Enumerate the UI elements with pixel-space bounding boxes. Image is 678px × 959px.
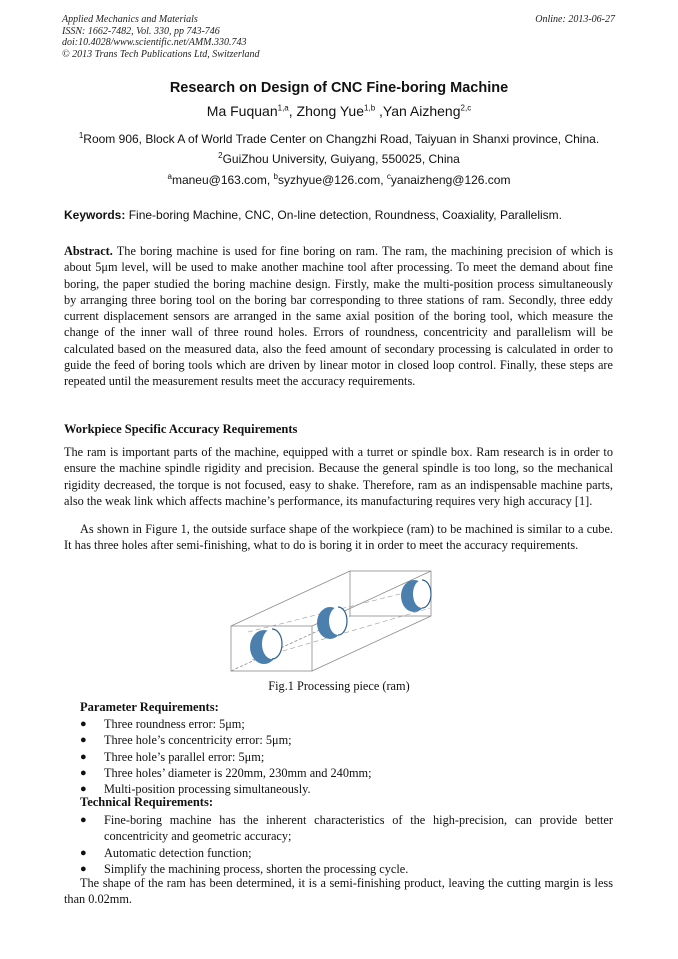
figure-ram (228, 568, 450, 676)
section-paragraph-1: The ram is important parts of the machine, equipped with a turret or spindle box. Ram research is in order to ensure the machine spindle rigidity and precision. Because the general spindle is too long, so the mechanical rigidity decreased, the torque is not focused, easy to shake. Therefore, ram as an indispensable machine parts, also the weak link which affects machine’s performance, its manufacturing requires very high accuracy [1]. (64, 445, 613, 508)
author-sep: , (288, 103, 297, 119)
affiliation-2 (0, 152, 678, 166)
journal-name: Applied Mechanics and Materials (62, 14, 198, 25)
email-2[interactable]: syzhyue@126.com (277, 173, 381, 187)
email-1[interactable]: maneu@163.com (171, 173, 267, 187)
tech-list (80, 812, 613, 877)
abstract-text: The boring machine is used for fine boring on ram. The ram, the machining precision of which is about 5μm level, will be used to make another machine tool after processing. To meet the demand about fine boring, the paper studied the boring machine design. Firstly, make the multi-position process simultaneously by arranging three boring tool on the boring bar corresponding to three stations of ram. Secondly, three eddy current displacement sensors are arranged in the same axial position of the boring tool, which measure the change of the inner wall of three round holes. Errors of roundness, concentricity and parallelism will be calculated based on the measured data, also the feed amount of secondary processing is calculated in order to guide the feed of boring tools which are driven by linear motor in closed loop control. Finally, these steps are repeated until the measurement results meet the accuracy requirements. (64, 244, 613, 389)
list-item: ● Three hole’s concentricity error: 5μm; (80, 732, 613, 748)
affiliation-1-text: Room 906, Block A of World Trade Center on Changzhi Road, Taiyuan in Shanxi province, China. (83, 132, 600, 146)
list-item: ● Multi-position processing simultaneously. (80, 781, 613, 797)
affiliation-2-sup: 2 (218, 151, 223, 160)
abstract-label: Abstract. (64, 244, 113, 258)
email-sep: , (266, 173, 274, 187)
list-item: ● Fine-boring machine has the inherent characteristics of the high-precision, can provide better concentricity and geometric accuracy; (80, 812, 613, 845)
author-2: Zhong Yue (296, 103, 365, 119)
keywords (64, 208, 624, 222)
issn-line: ISSN: 1662-7482, Vol. 330, pp 743-746 (62, 25, 220, 37)
affiliation-2-text: GuiZhou University, Guiyang, 550025, China (222, 152, 460, 166)
email-sup: a (167, 172, 172, 181)
list-item: ● Automatic detection function; (80, 845, 613, 861)
param-list (80, 716, 613, 797)
hole-2 (317, 607, 347, 639)
tech-heading: Technical Requirements: (80, 795, 213, 809)
section-heading: Workpiece Specific Accuracy Requirements (64, 422, 298, 436)
email-line (0, 173, 678, 187)
section-paragraph-2: As shown in Figure 1, the outside surface shape of the workpiece (ram) to be machined is similar to a cube. It has three holes after semi-finishing, what to do is boring it in order to meet the accuracy requirements. (64, 522, 613, 553)
list-item: ● Three hole’s parallel error: 5μm; (80, 749, 613, 765)
online-date: Online: 2013-06-27 (535, 14, 615, 25)
affiliation-1-sup: 1 (78, 131, 84, 140)
email-sep: , (380, 173, 387, 187)
author-line (0, 103, 678, 119)
section-paragraph-3: The shape of the ram has been determined, it is a semi-finishing product, leaving the cutting margin is less than 0.02mm. (64, 876, 613, 907)
affiliation-1 (0, 132, 678, 146)
author-1-sup: 1,a (277, 103, 289, 113)
figure-caption: Fig.1 Processing piece (ram) (268, 679, 410, 693)
keywords-text: Fine-boring Machine, CNC, On-line detection, Roundness, Coaxiality, Parallelism. (125, 208, 562, 222)
email-sup: c (386, 172, 391, 181)
email-3[interactable]: yanaizheng@126.com (390, 173, 511, 187)
list-item: ● Simplify the machining process, shorten the processing cycle. (80, 861, 613, 877)
abstract (64, 243, 613, 390)
hole-3 (401, 580, 431, 612)
list-item: ● Three roundness error: 5μm; (80, 716, 613, 732)
doi-line: doi:10.4028/www.scientific.net/AMM.330.743 (62, 37, 247, 48)
journal-header (62, 14, 260, 60)
paper-title: Research on Design of CNC Fine-boring Machine (169, 80, 509, 96)
author-3: Yan Aizheng (382, 103, 461, 119)
list-item: ● Three holes’ diameter is 220mm, 230mm and 240mm; (80, 765, 613, 781)
author-1: Ma Fuquan (206, 103, 278, 119)
keywords-label: Keywords: (64, 208, 126, 222)
email-sup: b (273, 172, 278, 181)
param-heading: Parameter Requirements: (80, 700, 219, 714)
author-3-sup: 2,c (460, 103, 472, 113)
hole-1 (250, 629, 282, 664)
author-sep: , (375, 103, 383, 119)
copyright-line: © 2013 Trans Tech Publications Ltd, Switzerland (62, 48, 260, 60)
author-2-sup: 1,b (364, 103, 376, 113)
